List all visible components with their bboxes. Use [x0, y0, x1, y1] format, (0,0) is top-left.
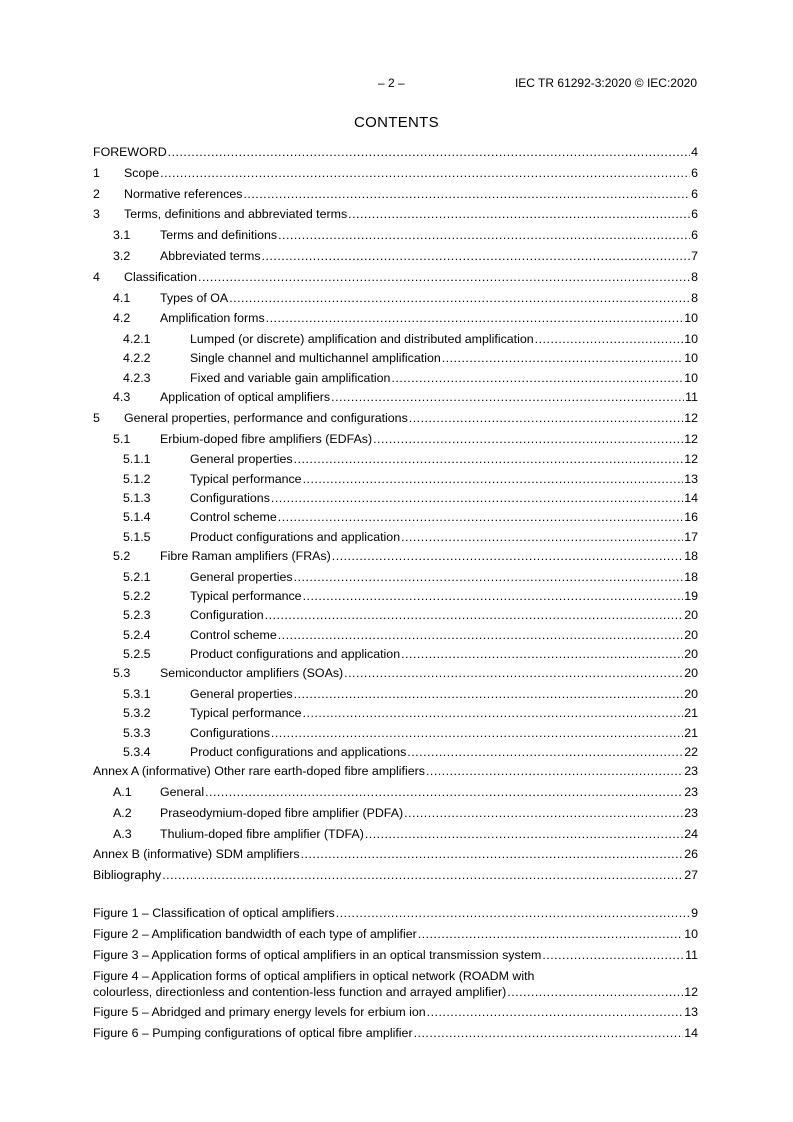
- toc-entry[interactable]: [93, 270, 698, 291]
- figure-entry-page: 12: [684, 985, 698, 999]
- dot-leader: [332, 549, 683, 564]
- toc-entry-number: 5.3.3: [123, 725, 151, 740]
- dot-leader: [303, 706, 684, 721]
- toc-entry-number: 4.2.1: [123, 332, 151, 347]
- dot-leader: [426, 764, 683, 779]
- dot-leader: [414, 1026, 684, 1041]
- toc-entry-title: Control scheme: [190, 627, 277, 642]
- dot-leader: [542, 948, 684, 963]
- toc-entry-page: 11: [685, 390, 698, 405]
- toc-entry[interactable]: [93, 785, 698, 806]
- toc-entry-number: 4.3: [113, 390, 131, 405]
- toc-entry-title: Classification: [124, 269, 197, 284]
- toc-entry-page: 10: [684, 311, 698, 326]
- dot-leader: [418, 927, 683, 942]
- toc-entry-title: Configurations: [190, 491, 270, 506]
- toc-entry-number: 3.1: [113, 228, 131, 243]
- toc-entry-page: 23: [684, 785, 698, 799]
- toc-entry[interactable]: [93, 145, 698, 166]
- toc-entry-page: 21: [684, 706, 698, 721]
- figure-entry[interactable]: [93, 969, 698, 1005]
- toc-entry-page: 23: [684, 764, 698, 779]
- dot-leader: [427, 1005, 684, 1020]
- dot-leader: [160, 166, 690, 181]
- toc-entry[interactable]: [93, 647, 698, 666]
- page-header: [0, 76, 793, 92]
- toc-entry-number: 5.2.2: [123, 589, 151, 604]
- toc-entry-page: 12: [684, 431, 698, 446]
- toc-entry-page: 6: [691, 207, 698, 222]
- toc-entry-title: Terms, definitions and abbreviated terms: [124, 207, 348, 222]
- figure-entry[interactable]: [93, 1005, 698, 1026]
- toc-entry-page: 20: [684, 666, 698, 681]
- toc-entry-page: 18: [684, 548, 698, 563]
- figure-entry-title: Figure 5 – Abridged and primary energy levels for erbium ion: [93, 1005, 426, 1019]
- toc-entry-title: Configuration: [190, 608, 264, 623]
- dot-leader: [243, 187, 690, 202]
- toc-entry-title: Bibliography: [93, 868, 162, 883]
- toc-entry-number: A.1: [113, 785, 132, 799]
- toc-entry[interactable]: [93, 332, 698, 351]
- toc-entry[interactable]: [93, 570, 698, 589]
- figure-entry-title: Figure 4 – Application forms of optical amplifiers in optical network (ROADM with: [93, 969, 535, 983]
- figure-entry-page: 10: [684, 927, 698, 941]
- toc-entry-title: Thulium-doped fibre amplifier (TDFA): [160, 826, 364, 841]
- figure-entry-title-continued: [93, 985, 698, 1000]
- dot-leader: [266, 311, 684, 326]
- toc-entry[interactable]: [93, 806, 698, 827]
- toc-entry-title: Application of optical amplifiers: [160, 390, 331, 405]
- toc-entry-title: Fixed and variable gain amplification: [190, 370, 391, 385]
- toc-entry-number: 1: [93, 165, 100, 180]
- figure-entry-title-line2: colourless, directionless and contention-less function and arrayed amplifier): [93, 985, 507, 999]
- toc-entry-title: Fibre Raman amplifiers (FRAs): [160, 548, 331, 563]
- figure-entry-page: 9: [691, 906, 698, 920]
- toc-entry[interactable]: [93, 371, 698, 390]
- figure-entry-title: Figure 6 – Pumping configurations of optical fibre amplifier: [93, 1026, 413, 1040]
- toc-entry[interactable]: [93, 510, 698, 529]
- toc-entry-page: 10: [684, 332, 698, 347]
- toc-entry-page: 24: [684, 826, 698, 841]
- figure-entry-page: 14: [684, 1026, 698, 1040]
- toc-entry[interactable]: [93, 868, 698, 889]
- toc-entry[interactable]: [93, 411, 698, 432]
- toc-entry-title: Configurations: [190, 725, 270, 740]
- toc-entry-title: Erbium-doped fibre amplifiers (EDFAs): [160, 431, 373, 446]
- figure-entry-title: Figure 3 – Application forms of optical amplifiers in an optical transmission system: [93, 948, 542, 962]
- toc-entry-title: General properties, performance and configurations: [124, 410, 408, 425]
- toc-entry-number: 5.1.1: [123, 452, 151, 467]
- dot-leader: [271, 491, 683, 506]
- toc-entry-page: 26: [684, 847, 698, 862]
- toc-entry[interactable]: [93, 628, 698, 647]
- dot-leader: [331, 390, 684, 405]
- dot-leader: [301, 847, 684, 862]
- dot-leader: [168, 145, 690, 160]
- toc-entry-title: Terms and definitions: [160, 228, 278, 243]
- toc-entry[interactable]: [93, 687, 698, 706]
- toc-entry-page: 12: [684, 452, 698, 467]
- toc-entry[interactable]: [93, 228, 698, 249]
- page-number: – 2 –: [378, 76, 405, 90]
- toc-entry[interactable]: [93, 827, 698, 848]
- toc-entry[interactable]: [93, 351, 698, 370]
- toc-entry-title: FOREWORD: [93, 145, 167, 159]
- dot-leader: [294, 570, 684, 585]
- dot-leader: [303, 589, 684, 604]
- dot-leader: [407, 745, 683, 760]
- toc-entry-number: 5.3: [113, 666, 131, 681]
- dot-leader: [336, 906, 690, 921]
- toc-entry-page: 20: [684, 646, 698, 661]
- dot-leader: [401, 530, 683, 545]
- toc-entry-page: 8: [691, 290, 698, 305]
- toc-entry-page: 6: [691, 228, 698, 243]
- dot-leader: [535, 332, 684, 347]
- toc-entry-number: 5.2.4: [123, 627, 151, 642]
- toc-entry-title: General properties: [190, 452, 293, 467]
- toc-entry-number: 5.2: [113, 548, 131, 563]
- toc-entry-page: 10: [684, 370, 698, 385]
- toc-entry-title: Scope: [124, 165, 160, 180]
- toc-entry-page: 23: [684, 805, 698, 820]
- toc-entry-number: 5.2.3: [123, 608, 151, 623]
- toc-entry[interactable]: [93, 452, 698, 471]
- toc-entry-title: Single channel and multichannel amplification: [190, 351, 441, 366]
- toc-entry-number: 3: [93, 207, 100, 222]
- dot-leader: [229, 291, 690, 306]
- toc-entry-title: General: [160, 785, 205, 799]
- toc-entry-title: Types of OA: [160, 290, 229, 305]
- dot-leader: [401, 647, 683, 662]
- dot-leader: [303, 472, 684, 487]
- table-of-contents: [93, 145, 698, 889]
- toc-entry[interactable]: [93, 764, 698, 785]
- figure-entry[interactable]: [93, 927, 698, 948]
- toc-entry-page: 7: [691, 248, 698, 263]
- toc-entry-page: 20: [684, 608, 698, 623]
- toc-entry-title: Abbreviated terms: [160, 248, 261, 263]
- dot-leader: [404, 806, 683, 821]
- toc-entry-number: 2: [93, 186, 100, 201]
- toc-entry-title: Control scheme: [190, 510, 277, 525]
- toc-entry-page: 4: [691, 145, 698, 159]
- toc-entry-page: 12: [684, 410, 698, 425]
- list-of-figures: [93, 906, 698, 1047]
- toc-entry-title: General properties: [190, 687, 293, 702]
- toc-entry-title: Normative references: [124, 186, 243, 201]
- toc-entry-page: 14: [684, 491, 698, 506]
- toc-entry-number: 4.2.2: [123, 351, 151, 366]
- toc-entry-number: 5.1.4: [123, 510, 151, 525]
- toc-entry[interactable]: [93, 249, 698, 270]
- toc-entry-number: 4: [93, 269, 100, 284]
- toc-entry-page: 20: [684, 687, 698, 702]
- dot-leader: [365, 827, 683, 842]
- dot-leader: [348, 207, 690, 222]
- document-reference: IEC TR 61292-3:2020 © IEC:2020: [514, 76, 697, 90]
- toc-entry-page: 21: [684, 725, 698, 740]
- toc-entry-title: General properties: [190, 569, 293, 584]
- toc-entry-number: 5: [93, 410, 100, 425]
- toc-entry[interactable]: [93, 187, 698, 208]
- toc-entry-title: Praseodymium-doped fibre amplifier (PDFA): [160, 805, 404, 820]
- toc-entry[interactable]: [93, 745, 698, 764]
- toc-entry-title: Annex B (informative) SDM amplifiers: [93, 847, 300, 862]
- dot-leader: [344, 666, 683, 681]
- toc-entry[interactable]: [93, 166, 698, 187]
- toc-entry-title: Product configurations and application: [190, 646, 401, 661]
- toc-entry-title: Amplification forms: [160, 311, 265, 326]
- toc-entry-number: 5.3.2: [123, 706, 151, 721]
- toc-entry[interactable]: [93, 390, 698, 411]
- toc-entry-number: 5.2.1: [123, 569, 151, 584]
- toc-entry-number: 5.3.1: [123, 687, 151, 702]
- dot-leader: [294, 687, 684, 702]
- toc-entry-number: 4.1: [113, 290, 131, 305]
- toc-entry-number: A.3: [113, 826, 132, 841]
- dot-leader: [391, 371, 683, 386]
- toc-entry[interactable]: [93, 472, 698, 491]
- toc-entry-page: 19: [684, 589, 698, 604]
- figure-entry[interactable]: [93, 906, 698, 927]
- dot-leader: [507, 985, 683, 1000]
- toc-entry-title: Semiconductor amplifiers (SOAs): [160, 666, 344, 681]
- dot-leader: [205, 785, 683, 800]
- toc-entry-page: 17: [684, 529, 698, 544]
- dot-leader: [278, 628, 683, 643]
- dot-leader: [265, 608, 684, 623]
- toc-entry-title: Lumped (or discrete) amplification and distributed amplification: [190, 332, 534, 347]
- toc-entry-title: Product configurations and application: [190, 529, 401, 544]
- toc-entry[interactable]: [93, 726, 698, 745]
- figure-entry-page: 13: [684, 1005, 698, 1019]
- toc-entry-title: Product configurations and applications: [190, 744, 407, 759]
- toc-entry-page: 22: [684, 744, 698, 759]
- toc-entry[interactable]: [93, 530, 698, 549]
- toc-entry-page: 16: [684, 510, 698, 525]
- dot-leader: [271, 726, 683, 741]
- toc-entry-title: Annex A (informative) Other rare earth-doped fibre amplifiers: [93, 764, 425, 779]
- toc-entry-page: 27: [684, 868, 698, 883]
- toc-entry-number: 5.2.5: [123, 646, 151, 661]
- toc-entry-title: Typical performance: [190, 471, 302, 486]
- toc-entry-number: 4.2: [113, 311, 131, 326]
- toc-entry-number: 5.1.5: [123, 529, 151, 544]
- dot-leader: [409, 411, 683, 426]
- toc-entry-number: 5.1: [113, 431, 131, 446]
- toc-entry[interactable]: [93, 432, 698, 453]
- toc-entry-number: 3.2: [113, 248, 131, 263]
- figure-entry-page: 11: [685, 948, 698, 962]
- toc-entry-page: 13: [684, 471, 698, 486]
- toc-entry-page: 18: [684, 569, 698, 584]
- dot-leader: [198, 270, 690, 285]
- toc-entry-page: 8: [691, 269, 698, 284]
- toc-entry[interactable]: [93, 589, 698, 608]
- dot-leader: [162, 868, 683, 883]
- toc-entry-number: A.2: [113, 805, 132, 820]
- toc-entry[interactable]: [93, 549, 698, 570]
- toc-entry-number: 4.2.3: [123, 370, 151, 385]
- figure-entry-title: Figure 2 – Amplification bandwidth of each type of amplifier: [93, 927, 417, 941]
- toc-entry[interactable]: [93, 207, 698, 228]
- toc-entry[interactable]: [93, 706, 698, 725]
- dot-leader: [278, 228, 690, 243]
- figure-entry[interactable]: [93, 948, 698, 969]
- toc-entry[interactable]: [93, 847, 698, 868]
- dot-leader: [294, 452, 684, 467]
- dot-leader: [373, 432, 683, 447]
- toc-entry[interactable]: [93, 311, 698, 332]
- toc-entry-page: 20: [684, 627, 698, 642]
- toc-entry-title: Typical performance: [190, 589, 302, 604]
- toc-entry-number: 5.1.3: [123, 491, 151, 506]
- toc-entry-page: 10: [684, 351, 698, 366]
- contents-heading: CONTENTS: [354, 114, 439, 131]
- toc-entry-page: 6: [691, 165, 698, 180]
- dot-leader: [278, 510, 683, 525]
- toc-entry-title: Typical performance: [190, 706, 302, 721]
- toc-entry-number: 5.3.4: [123, 744, 151, 759]
- toc-entry[interactable]: [93, 491, 698, 510]
- toc-entry-number: 5.1.2: [123, 471, 151, 486]
- toc-entry[interactable]: [93, 608, 698, 627]
- toc-entry[interactable]: [93, 291, 698, 312]
- toc-entry[interactable]: [93, 666, 698, 687]
- figure-entry-title: Figure 1 – Classification of optical amplifiers: [93, 906, 335, 920]
- dot-leader: [262, 249, 691, 264]
- figure-entry[interactable]: [93, 1026, 698, 1047]
- dot-leader: [442, 351, 683, 366]
- toc-entry-page: 6: [691, 186, 698, 201]
